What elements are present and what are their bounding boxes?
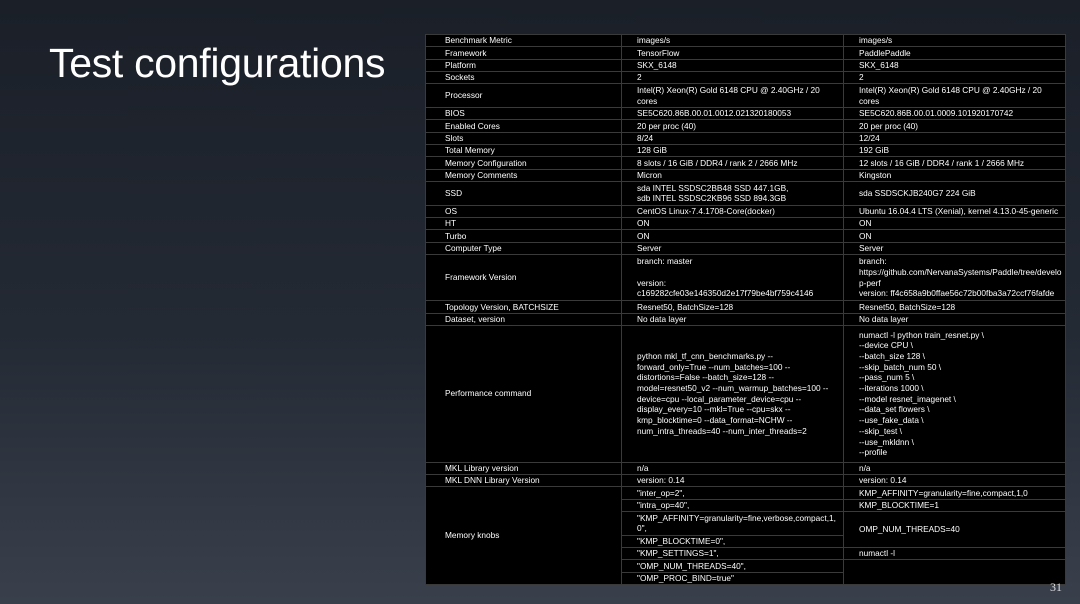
tensorflow-value: version: 0.14 — [622, 474, 844, 486]
tensorflow-value: 128 GiB — [622, 145, 844, 157]
table-row — [426, 462, 1066, 474]
paddle-value: KMP_AFFINITY=granularity=fine,compact,1,0 — [844, 487, 1066, 499]
table-row — [426, 230, 1066, 242]
paddle-value: Server — [844, 242, 1066, 254]
metric-label: Slots — [426, 132, 622, 144]
table-row — [426, 313, 1066, 325]
paddle-value: n/a — [844, 462, 1066, 474]
tensorflow-value: sda INTEL SSDSC2BB48 SSD 447.1GB, sdb INTEL SSDSC2KB96 SSD 894.3GB — [622, 182, 844, 206]
paddle-value: 192 GiB — [844, 145, 1066, 157]
paddle-value: images/s — [844, 35, 1066, 47]
metric-label: HT — [426, 218, 622, 230]
paddle-value: 12 slots / 16 GiB / DDR4 / rank 1 / 2666 MHz — [844, 157, 1066, 169]
table-row — [426, 474, 1066, 486]
metric-label: BIOS — [426, 108, 622, 120]
metric-label: Sockets — [426, 72, 622, 84]
table-row — [426, 169, 1066, 181]
tensorflow-value: CentOS Linux-7.4.1708-Core(docker) — [622, 205, 844, 217]
table-row — [426, 255, 1066, 301]
table-row — [426, 132, 1066, 144]
paddle-value: OMP_NUM_THREADS=40 — [844, 511, 1066, 547]
table-row — [426, 157, 1066, 169]
config-table-container — [425, 34, 1065, 585]
metric-label: Total Memory — [426, 145, 622, 157]
paddle-value: Ubuntu 16.04.4 LTS (Xenial), kernel 4.13.0-45-generic — [844, 205, 1066, 217]
tensorflow-value: 2 — [622, 72, 844, 84]
table-row — [426, 59, 1066, 71]
paddle-value: Kingston — [844, 169, 1066, 181]
table-row — [426, 242, 1066, 254]
tensorflow-value: "KMP_BLOCKTIME=0", — [622, 535, 844, 547]
paddle-value: PaddlePaddle — [844, 47, 1066, 59]
metric-label: Memory Configuration — [426, 157, 622, 169]
config-table-body — [426, 35, 1066, 585]
tensorflow-value: "inter_op=2", — [622, 487, 844, 499]
empty-cell — [844, 560, 1066, 585]
metric-label: Processor — [426, 84, 622, 108]
paddle-value: SKX_6148 — [844, 59, 1066, 71]
paddle-value: ON — [844, 218, 1066, 230]
tensorflow-value: SKX_6148 — [622, 59, 844, 71]
tensorflow-value: Resnet50, BatchSize=128 — [622, 301, 844, 313]
table-row — [426, 84, 1066, 108]
table-row — [426, 120, 1066, 132]
table-row — [426, 72, 1066, 84]
paddle-value: SE5C620.86B.00.01.0009.101920170742 — [844, 108, 1066, 120]
table-row — [426, 35, 1066, 47]
tensorflow-value: SE5C620.86B.00.01.0012.021320180053 — [622, 108, 844, 120]
paddle-value: No data layer — [844, 313, 1066, 325]
paddle-value: 20 per proc (40) — [844, 120, 1066, 132]
slide-title: Test configurations — [49, 40, 386, 86]
tensorflow-value: No data layer — [622, 313, 844, 325]
table-row — [426, 325, 1066, 462]
paddle-value: version: 0.14 — [844, 474, 1066, 486]
paddle-value: sda SSDSCKJB240G7 224 GiB — [844, 182, 1066, 206]
metric-label: Topology Version, BATCHSIZE — [426, 301, 622, 313]
paddle-value: ON — [844, 230, 1066, 242]
tensorflow-value: "OMP_PROC_BIND=true" — [622, 572, 844, 584]
metric-label: Enabled Cores — [426, 120, 622, 132]
tensorflow-value: images/s — [622, 35, 844, 47]
paddle-value: Intel(R) Xeon(R) Gold 6148 CPU @ 2.40GHz / 20 cores — [844, 84, 1066, 108]
metric-label: Turbo — [426, 230, 622, 242]
metric-label: Framework — [426, 47, 622, 59]
tensorflow-value: TensorFlow — [622, 47, 844, 59]
paddle-value: 2 — [844, 72, 1066, 84]
tensorflow-value: python mkl_tf_cnn_benchmarks.py --forward_only=True --num_batches=100 --distortions=False --batch_size=128 --model=resnet50_v2 --num_warmup_batches=100 --device=cpu --local_parameter_device=cpu --display_every=10 --mkl=True --cpu=skx --kmp_blocktime=0 --data_format=NCHW --num_intra_threads=40 --num_inter_threads=2 — [622, 325, 844, 462]
table-row — [426, 301, 1066, 313]
metric-label: MKL Library version — [426, 462, 622, 474]
table-row — [426, 218, 1066, 230]
metric-label: MKL DNN Library Version — [426, 474, 622, 486]
paddle-value: KMP_BLOCKTIME=1 — [844, 499, 1066, 511]
tensorflow-value: "KMP_SETTINGS=1", — [622, 547, 844, 559]
metric-label: Performance command — [426, 325, 622, 462]
tensorflow-value: Server — [622, 242, 844, 254]
tensorflow-value: branch: master version: c169282cfe03e146350d2e17f79be4bf759c4146 — [622, 255, 844, 301]
tensorflow-value: "KMP_AFFINITY=granularity=fine,verbose,compact,1,0", — [622, 511, 844, 535]
metric-label: Framework Version — [426, 255, 622, 301]
tensorflow-value: "intra_op=40", — [622, 499, 844, 511]
tensorflow-value: 8/24 — [622, 132, 844, 144]
tensorflow-value: Micron — [622, 169, 844, 181]
paddle-value: branch: https://github.com/NervanaSystems/Paddle/tree/develop-perf version: ff4c658a9b0ffae56c72b00fba3a72ccf76fafde — [844, 255, 1066, 301]
paddle-value: numactl -l — [844, 547, 1066, 559]
config-table — [425, 34, 1066, 585]
metric-label: Dataset, version — [426, 313, 622, 325]
table-row — [426, 47, 1066, 59]
tensorflow-value: Intel(R) Xeon(R) Gold 6148 CPU @ 2.40GHz / 20 cores — [622, 84, 844, 108]
metric-label: Memory Comments — [426, 169, 622, 181]
tensorflow-value: "OMP_NUM_THREADS=40", — [622, 560, 844, 572]
tensorflow-value: ON — [622, 230, 844, 242]
table-row — [426, 182, 1066, 206]
table-row — [426, 487, 1066, 499]
metric-label: Platform — [426, 59, 622, 71]
tensorflow-value: 20 per proc (40) — [622, 120, 844, 132]
table-row — [426, 108, 1066, 120]
paddle-value: numactl -l python train_resnet.py \ --device CPU \ --batch_size 128 \ --skip_batch_num 50 \ --pass_num 5 \ --iterations 1000 \ --model resnet_imagenet \ --data_set flowers \ --use_fake_data \ --skip_test \ --use_mkldnn \ --profile — [844, 325, 1066, 462]
metric-label: Computer Type — [426, 242, 622, 254]
tensorflow-value: 8 slots / 16 GiB / DDR4 / rank 2 / 2666 MHz — [622, 157, 844, 169]
paddle-value: Resnet50, BatchSize=128 — [844, 301, 1066, 313]
paddle-value: 12/24 — [844, 132, 1066, 144]
metric-label: OS — [426, 205, 622, 217]
page-number: 31 — [1050, 580, 1062, 594]
table-row — [426, 145, 1066, 157]
metric-label: SSD — [426, 182, 622, 206]
metric-label: Memory knobs — [426, 487, 622, 585]
tensorflow-value: ON — [622, 218, 844, 230]
metric-label: Benchmark Metric — [426, 35, 622, 47]
table-row — [426, 205, 1066, 217]
tensorflow-value: n/a — [622, 462, 844, 474]
